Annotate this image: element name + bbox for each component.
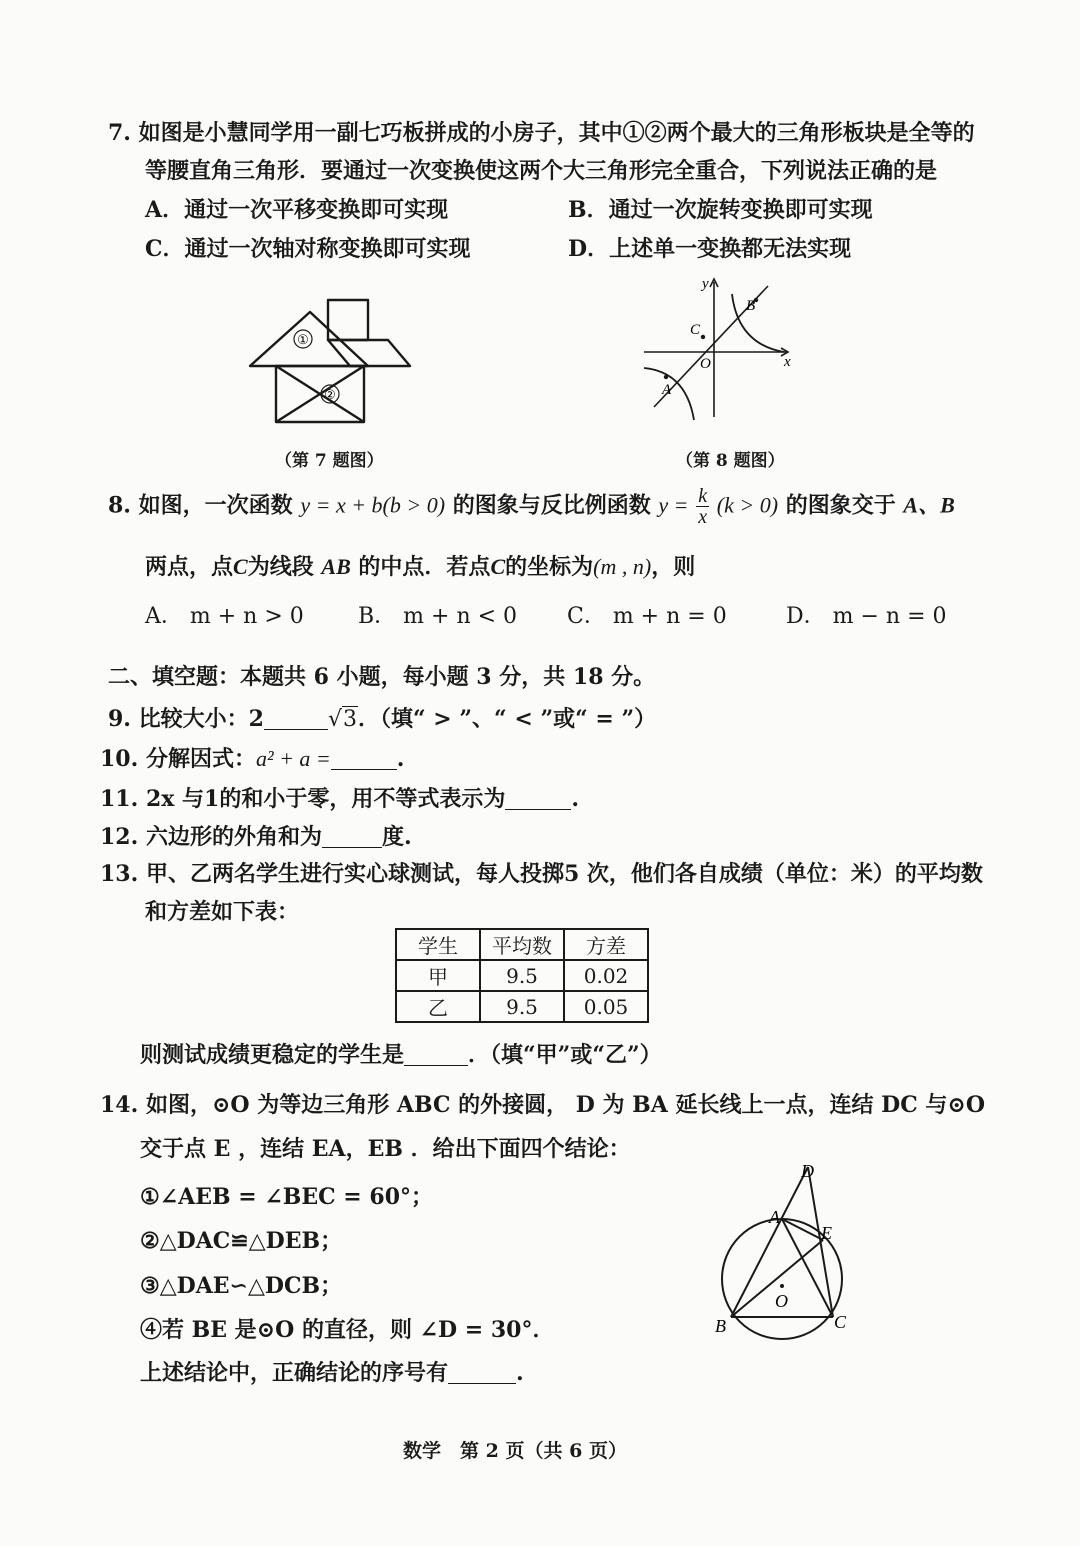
q14-line1: 14. 如图，⊙O 为等边三角形 ABC 的外接圆， D 为 BA 延长线上一点，连结 DC 与⊙O bbox=[100, 1092, 985, 1118]
table-cell: 乙 bbox=[396, 991, 480, 1022]
q8-option-a: A． m + n > 0 bbox=[145, 604, 304, 629]
table-header-row bbox=[396, 929, 648, 960]
q7-line1: 7. 如图是小慧同学用一副七巧板拼成的小房子，其中①②两个最大的三角形板块是全等的 bbox=[108, 120, 975, 146]
q8-option-b: B． m + n < 0 bbox=[358, 604, 518, 629]
table-cell: 9.5 bbox=[480, 960, 564, 991]
q11: 11. 2x 与1的和小于零，用不等式表示为 . bbox=[100, 786, 580, 812]
q8-caption: （第 8 题图） bbox=[676, 451, 785, 471]
q7-option-a: A．通过一次平移变换即可实现 bbox=[145, 197, 449, 223]
q8-point-b-label: B bbox=[746, 298, 756, 314]
q12-answer-blank[interactable] bbox=[322, 825, 382, 848]
q10-answer-blank[interactable] bbox=[331, 747, 397, 770]
q8-option-d: D． m − n = 0 bbox=[786, 604, 947, 629]
q13-conclusion: 则测试成绩更稳定的学生是 ．（填“甲”或“乙”） bbox=[140, 1042, 662, 1068]
table-cell: 0.05 bbox=[564, 991, 648, 1022]
table-header: 方差 bbox=[564, 929, 648, 960]
q14-point-c: C bbox=[834, 1312, 847, 1332]
q12: 12. 六边形的外角和为 度. bbox=[100, 824, 412, 850]
table-cell: 甲 bbox=[396, 960, 480, 991]
q8-point-a-label: A bbox=[662, 382, 672, 398]
q8-number: 8. bbox=[108, 492, 131, 519]
q14-point-a: A bbox=[769, 1207, 780, 1227]
q14-point-e: E bbox=[821, 1223, 832, 1243]
q14-answer-blank[interactable] bbox=[448, 1361, 516, 1384]
table-row bbox=[396, 960, 648, 991]
q9-answer-blank[interactable] bbox=[264, 707, 328, 730]
page-footer: 数学 第 2 页（共 6 页） bbox=[403, 1440, 627, 1462]
table-header: 平均数 bbox=[480, 929, 564, 960]
q14-line2: 交于点 E ，连结 EA，EB ．给出下面四个结论： bbox=[140, 1136, 631, 1162]
q14-conclusion-4: ④若 BE 是⊙O 的直径，则 ∠D = 30°． bbox=[140, 1317, 555, 1343]
table-cell: 0.02 bbox=[564, 960, 648, 991]
q8-origin-label: O bbox=[700, 356, 711, 372]
q14-conclusion-1: ①∠AEB = ∠BEC = 60°； bbox=[140, 1184, 434, 1210]
q7-line2: 等腰直角三角形．要通过一次变换使这两个大三角形完全重合，下列说法正确的是 bbox=[145, 158, 938, 184]
q7-label-2: ② bbox=[324, 387, 336, 402]
q7-option-c: C．通过一次轴对称变换即可实现 bbox=[145, 236, 471, 262]
q8-graph-figure bbox=[636, 272, 806, 422]
q8-line2: 两点，点C为线段 AB 的中点．若点C的坐标为(m , n)，则 bbox=[145, 554, 696, 580]
q7-number: 7. bbox=[108, 120, 131, 146]
q14-point-o: O bbox=[775, 1291, 788, 1311]
q7-caption: （第 7 题图） bbox=[275, 451, 384, 471]
q10: 10. 分解因式：a² + a = . bbox=[100, 746, 405, 772]
table-cell: 9.5 bbox=[480, 991, 564, 1022]
q13-answer-blank[interactable] bbox=[404, 1043, 468, 1066]
q14-point-b: B bbox=[715, 1316, 726, 1336]
q7-option-b: B．通过一次旋转变换即可实现 bbox=[568, 197, 873, 223]
q13-line2: 和方差如下表： bbox=[145, 899, 300, 925]
q8-line1: 8. 如图，一次函数 y = x + b(b > 0) 的图象与反比例函数 y = $\frac{k}{x}$ (k > 0) 的图象交于 A、B bbox=[108, 485, 955, 528]
section-2-heading: 二、填空题：本题共 6 小题，每小题 3 分，共 18 分。 bbox=[108, 664, 656, 690]
q8-fraction: $\frac{k}{x}$ bbox=[698, 485, 708, 528]
q8-x-axis-label: x bbox=[784, 354, 791, 370]
table-header: 学生 bbox=[396, 929, 480, 960]
q13-score-table bbox=[395, 928, 649, 1023]
q13-line1: 13. 甲、乙两名学生进行实心球测试，每人投掷5 次，他们各自成绩（单位：米）的平均数 bbox=[100, 861, 983, 887]
q14-point-d: D bbox=[801, 1161, 814, 1181]
q14-conclusion-3: ③△DAE∽△DCB； bbox=[140, 1273, 343, 1299]
q8-linear-function: y = x + b(b > 0) bbox=[300, 492, 446, 518]
q9: 9. 比较大小：2 √3．（填“ > ”、“ < ”或“ = ”） bbox=[108, 706, 657, 732]
q14-final: 上述结论中，正确结论的序号有 . bbox=[140, 1360, 524, 1386]
q8-option-c: C． m + n = 0 bbox=[567, 604, 727, 629]
q11-answer-blank[interactable] bbox=[505, 787, 571, 810]
q14-circle-figure bbox=[700, 1155, 870, 1340]
q14-conclusion-2: ②△DAC≌△DEB； bbox=[140, 1228, 343, 1254]
table-row bbox=[396, 991, 648, 1022]
q7-label-1: ① bbox=[297, 332, 309, 347]
q8-y-axis-label: y bbox=[702, 276, 709, 292]
q7-house-figure bbox=[240, 290, 420, 430]
q8-point-c-label: C bbox=[690, 322, 701, 338]
q7-option-d: D．上述单一变换都无法实现 bbox=[568, 236, 852, 262]
